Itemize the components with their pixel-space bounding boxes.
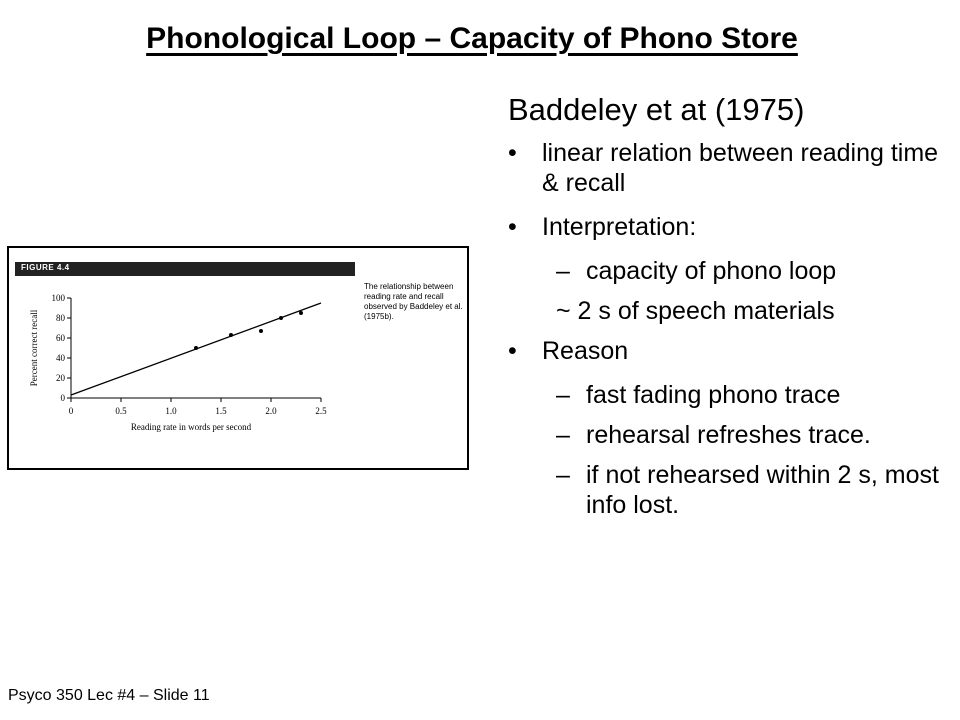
x-tick-label: 2.0	[265, 406, 277, 416]
dash-mark: –	[556, 257, 570, 285]
bullet-text: Reason	[542, 337, 629, 365]
x-axis-label: Reading rate in words per second	[130, 422, 252, 432]
bullet-mark: •	[508, 337, 517, 365]
data-point	[279, 316, 283, 320]
bullet-mark: •	[508, 213, 517, 241]
dash-mark: –	[556, 421, 570, 449]
sub-item-text: capacity of phono loop	[586, 257, 837, 285]
bullet-mark: •	[508, 139, 517, 167]
x-tick-label: 1.5	[215, 406, 227, 416]
sub-item-fading	[508, 380, 958, 410]
figure-panel	[7, 246, 469, 470]
bullet-linear-relation	[508, 138, 958, 198]
data-point	[194, 346, 198, 350]
bullet-text: linear relation between reading time & recall	[542, 139, 939, 197]
data-point	[259, 329, 263, 333]
content-heading: Baddeley et at (1975)	[508, 92, 805, 127]
y-tick-label: 0	[60, 393, 65, 403]
y-axis-label: Percent correct recall	[29, 309, 39, 387]
y-tick-label: 60	[56, 333, 65, 343]
slide-footer: Psyco 350 Lec #4 – Slide 11	[8, 687, 210, 704]
y-tick-label: 40	[56, 353, 65, 363]
y-tick-label: 20	[56, 373, 65, 383]
bullet-interpretation	[508, 212, 958, 242]
dash-mark: –	[556, 461, 570, 489]
bullet-reason	[508, 336, 958, 366]
y-tick-label: 100	[51, 293, 65, 303]
sub-item-rehearsal	[508, 420, 958, 450]
slide-title: Phonological Loop – Capacity of Phono Store	[146, 22, 798, 55]
y-tick-label: 80	[56, 313, 65, 323]
sub-item-text: fast fading phono trace	[586, 381, 841, 409]
sub-item-capacity	[508, 256, 958, 286]
figure-caption: The relationship between reading rate and recall observed by Baddeley et al. (1975b).	[364, 282, 463, 321]
x-tick-label: 2.5	[315, 406, 327, 416]
scatter-chart	[9, 248, 359, 468]
data-point	[229, 333, 233, 337]
x-tick-label: 1.0	[165, 406, 177, 416]
sub-item-lost	[508, 460, 958, 520]
x-tick-label: 0.5	[115, 406, 127, 416]
bullet-text: Interpretation:	[542, 213, 697, 241]
sub-item-text: if not rehearsed within 2 s, most info lost.	[586, 461, 939, 519]
data-point	[299, 311, 303, 315]
dash-mark: –	[556, 381, 570, 409]
figure-label: FIGURE 4.4	[21, 263, 70, 272]
content-panel	[508, 92, 958, 530]
sub-item-speech: ~ 2 s of speech materials	[556, 297, 835, 325]
x-tick-label: 0	[68, 406, 74, 416]
sub-item-text: rehearsal refreshes trace.	[586, 421, 871, 449]
